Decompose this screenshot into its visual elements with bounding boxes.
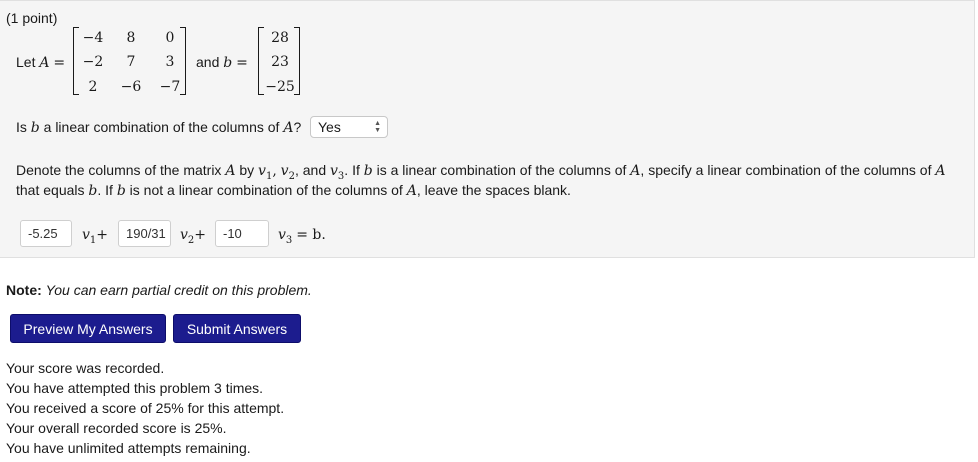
vector-b-symbol: b bbox=[363, 163, 373, 179]
matrix-a-symbol: A bbox=[283, 120, 294, 136]
denote-part: is a linear combination of the columns of bbox=[372, 162, 631, 178]
equals-b: = b. bbox=[296, 227, 326, 243]
select-arrows-icon: ▲ ▼ bbox=[374, 120, 381, 134]
matrix-a-cell: 8 bbox=[126, 30, 136, 46]
vector-b-symbol: b bbox=[223, 55, 233, 71]
submit-answers-button[interactable]: Submit Answers bbox=[173, 314, 301, 343]
vector-b-cell: 28 bbox=[271, 30, 289, 46]
matrix-a-cell: −7 bbox=[159, 79, 181, 95]
denote-line-2 bbox=[16, 182, 571, 199]
matrix-a-symbol: A bbox=[630, 163, 641, 179]
denote-part: , and bbox=[294, 162, 330, 178]
matrix-a-symbol: A bbox=[935, 163, 946, 179]
note-label: Note: bbox=[6, 282, 42, 298]
matrix-a-cell: −4 bbox=[82, 30, 104, 46]
coefficient-3-input[interactable]: -10 bbox=[215, 220, 269, 247]
v-subscript: 2 bbox=[288, 170, 295, 182]
matrix-a-cell: 0 bbox=[165, 30, 175, 46]
equals-sign: = bbox=[236, 55, 248, 71]
v-symbol: v bbox=[278, 227, 286, 243]
v-symbol: v bbox=[180, 227, 188, 243]
v3-term bbox=[278, 226, 326, 246]
equals-sign: = bbox=[53, 55, 66, 71]
v-subscript: 1 bbox=[89, 234, 97, 246]
v-subscript: 3 bbox=[285, 234, 293, 246]
status-line: Your score was recorded. bbox=[6, 360, 165, 376]
matrix-a-cell: 3 bbox=[165, 54, 175, 70]
matrix-a-symbol: A bbox=[39, 55, 50, 71]
status-line: You have unlimited attempts remaining. bbox=[6, 440, 251, 456]
let-label bbox=[16, 54, 65, 71]
denote-part: . If bbox=[344, 162, 364, 178]
v-subscript: 2 bbox=[187, 234, 195, 246]
v2-term bbox=[180, 226, 206, 246]
matrix-a-symbol: A bbox=[225, 163, 236, 179]
comma: , bbox=[272, 163, 277, 179]
question-part: a linear combination of the columns of bbox=[39, 119, 284, 135]
status-line: You received a score of 25% for this attempt. bbox=[6, 400, 285, 416]
v-symbol: v bbox=[82, 227, 90, 243]
and-text: and bbox=[196, 54, 220, 70]
denote-line-1 bbox=[16, 162, 945, 182]
denote-part: by bbox=[235, 162, 259, 178]
coefficient-1-input[interactable]: -5.25 bbox=[20, 220, 72, 247]
v-subscript: 1 bbox=[265, 170, 273, 182]
points-label: (1 point) bbox=[6, 10, 58, 26]
plus-sign: + bbox=[194, 227, 207, 243]
matrix-a-cell: −6 bbox=[120, 79, 142, 95]
vector-b-symbol: b bbox=[30, 120, 40, 136]
question-part: ? bbox=[293, 119, 302, 135]
status-line: Your overall recorded score is 25%. bbox=[6, 420, 227, 436]
matrix-a-left-bracket bbox=[73, 27, 79, 95]
denote-part: that equals bbox=[16, 182, 89, 198]
denote-part: Denote the columns of the matrix bbox=[16, 162, 226, 178]
denote-part: , specify a linear combination of the columns of bbox=[640, 162, 936, 178]
answer-select-value: Yes bbox=[318, 119, 341, 135]
vector-b-symbol: b bbox=[88, 183, 98, 199]
answer-select[interactable] bbox=[310, 116, 388, 138]
question-text bbox=[16, 119, 301, 136]
vector-b-cell: −25 bbox=[265, 79, 295, 95]
vector-b-cell: 23 bbox=[271, 54, 289, 70]
v-symbol: v bbox=[280, 163, 289, 179]
coefficient-2-input[interactable]: 190/31 bbox=[118, 220, 171, 247]
v-symbol: v bbox=[330, 163, 338, 179]
preview-answers-button[interactable]: Preview My Answers bbox=[10, 314, 166, 343]
v1-term bbox=[82, 226, 108, 246]
let-text: Let bbox=[16, 54, 36, 70]
v-symbol: v bbox=[258, 163, 266, 179]
vector-b-symbol: b bbox=[116, 183, 126, 199]
matrix-a-cell: 7 bbox=[126, 54, 136, 70]
plus-sign: + bbox=[96, 227, 109, 243]
note bbox=[6, 282, 312, 298]
note-text: You can earn partial credit on this problem. bbox=[45, 282, 312, 298]
denote-part: is not a linear combination of the columns of bbox=[125, 182, 407, 198]
v-subscript: 3 bbox=[337, 170, 345, 182]
matrix-a-cell: −2 bbox=[82, 54, 104, 70]
status-line: You have attempted this problem 3 times. bbox=[6, 380, 264, 396]
denote-part: . If bbox=[97, 182, 117, 198]
matrix-a-symbol: A bbox=[406, 183, 417, 199]
and-b-label bbox=[196, 54, 248, 71]
question-part: Is bbox=[16, 119, 31, 135]
denote-part: , leave the spaces blank. bbox=[416, 182, 571, 198]
matrix-a-cell: 2 bbox=[88, 79, 98, 95]
